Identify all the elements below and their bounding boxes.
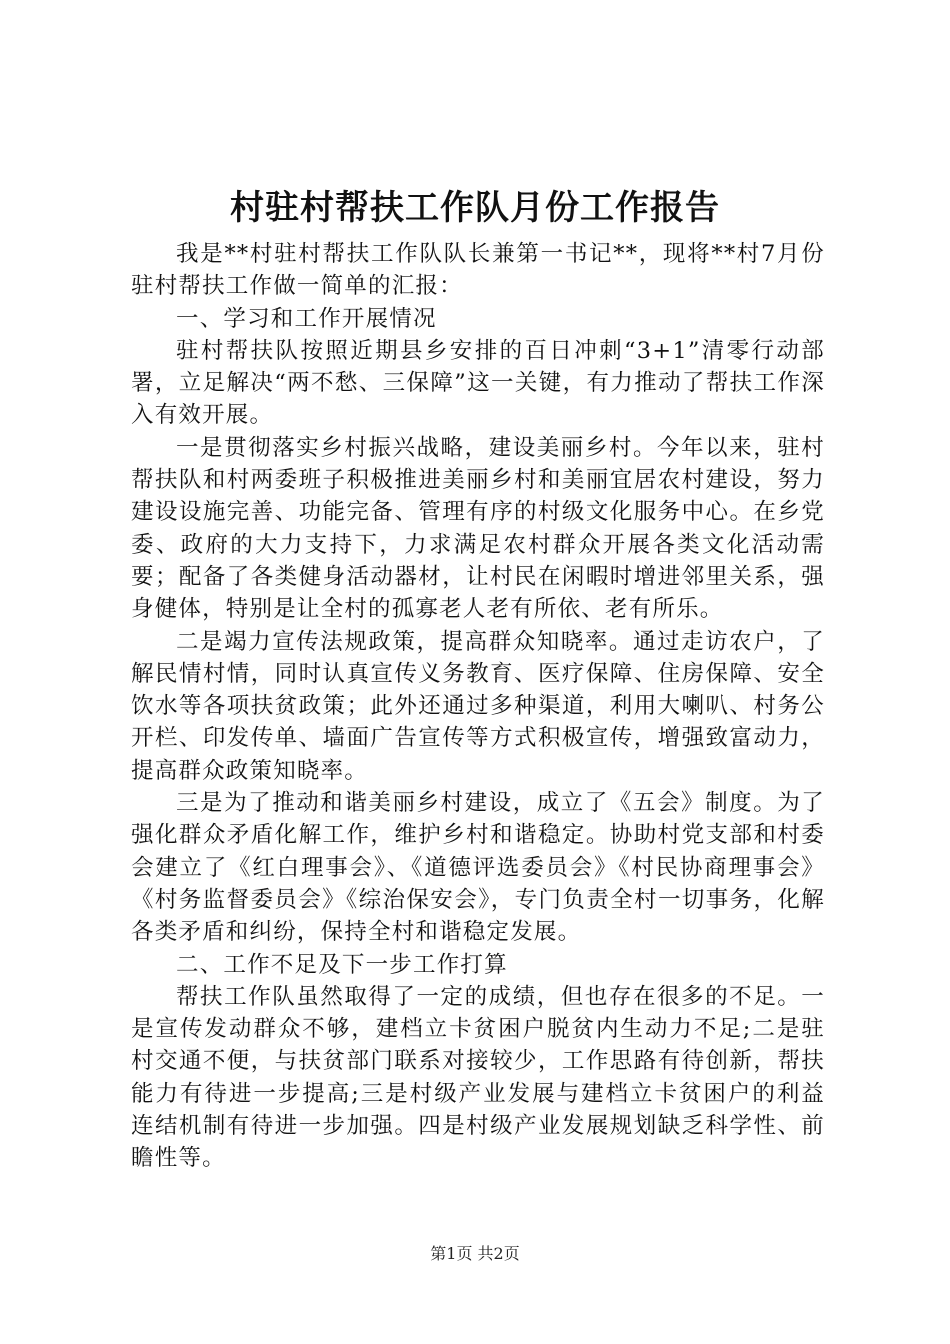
paragraph-intro: 我是**村驻村帮扶工作队队长兼第一书记**，现将**村7月份驻村帮扶工作做一简单的汇报： [131,241,825,300]
page-footer: 第1页 共2页 [430,1244,520,1263]
document-title: 村驻村帮扶工作队月份工作报告 [230,188,720,228]
section-heading-1: 一、学习和工作开展情况 [176,305,437,332]
paragraph-shortcomings: 帮扶工作队虽然取得了一定的成绩，但也存在很多的不足。一是宣传发动群众不够，建档立卡贫困户脱贫内生动力不足;二是驻村交通不便，与扶贫部门联系对接较少，工作思路有待创新，帮扶能力有待进一步提高;三是村级产业发展与建档立卡贫困户的利益连结机制有待进一步加强。四是村级产业发展规划缺乏科学性、前瞻性等。 [131,983,825,1172]
document-body [131,238,825,1175]
paragraph-point-1: 一是贯彻落实乡村振兴战略，建设美丽乡村。今年以来，驻村帮扶队和村两委班子积极推进美丽乡村和美丽宜居农村建设，努力建设设施完善、功能完备、管理有序的村级文化服务中心。在乡党委、政府的大力支持下，力求满足农村群众开展各类文化活动需要；配备了各类健身活动器材，让村民在闲暇时增进邻里关系，强身健体，特别是让全村的孤寡老人老有所依、老有所乐。 [131,434,825,623]
paragraph-overview: 驻村帮扶队按照近期县乡安排的百日冲刺“3+1”清零行动部署，立足解决“两不愁、三保障”这一关键，有力推动了帮扶工作深入有效开展。 [131,337,825,429]
paragraph-point-3: 三是为了推动和谐美丽乡村建设，成立了《五会》制度。为了强化群众矛盾化解工作，维护乡村和谐稳定。协助村党支部和村委会建立了《红白理事会》、《道德评选委员会》《村民协商理事会》《村务监督委员会》《综治保安会》，专门负责全村一切事务，化解各类矛盾和纠纷，保持全村和谐稳定发展。 [131,790,825,946]
paragraph-point-2: 二是竭力宣传法规政策，提高群众知晓率。通过走访农户，了解民情村情，同时认真宣传义务教育、医疗保障、住房保障、安全饮水等各项扶贫政策；此外还通过多种渠道，利用大喇叭、村务公开栏、印发传单、墙面广告宣传等方式积极宣传，增强致富动力，提高群众政策知晓率。 [131,628,825,784]
section-heading-2: 二、工作不足及下一步工作打算 [176,951,508,978]
